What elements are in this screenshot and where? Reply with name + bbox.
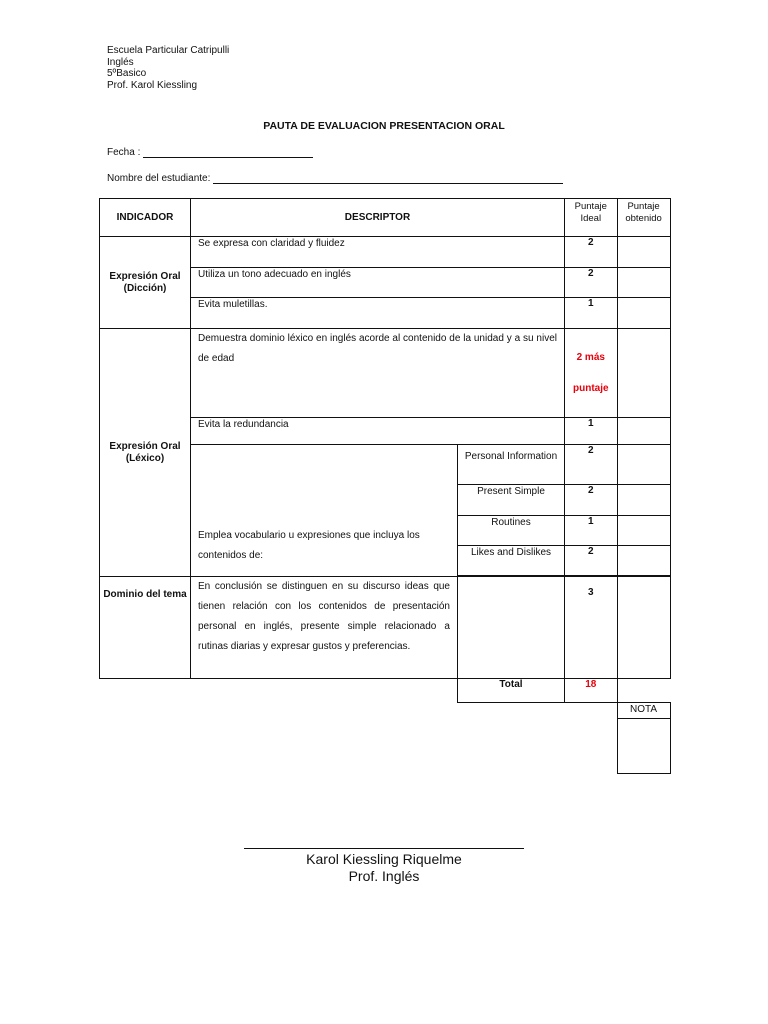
empty-cell (100, 679, 191, 703)
puntaje-ideal-cell: 1 (565, 418, 618, 445)
empty-cell (191, 679, 458, 703)
empty-cell (100, 719, 618, 774)
student-name-field (107, 173, 563, 184)
nota-row (100, 703, 671, 719)
puntaje-obtenido-cell[interactable] (617, 485, 670, 516)
total-label: Total (458, 679, 565, 703)
descriptor-cell: Demuestra dominio léxico en inglés acorde al contenido de la unidad y a su nivel de edad (191, 329, 565, 418)
puntaje-obtenido-cell[interactable] (617, 577, 670, 679)
table-row (100, 237, 671, 268)
nota-value-row (100, 719, 671, 774)
table-row (100, 329, 671, 418)
descriptor-cell: Se expresa con claridad y fluidez (191, 237, 565, 268)
student-name-label: Nombre del estudiante: (107, 173, 211, 184)
teacher-name: Prof. Karol Kiessling (107, 79, 198, 91)
descriptor-cell: Evita la redundancia (191, 418, 565, 445)
puntaje-obtenido-cell[interactable] (617, 445, 670, 485)
total-row (100, 679, 671, 703)
puntaje-ideal-cell: 2 (565, 546, 618, 576)
puntaje-obtenido-cell[interactable] (617, 418, 670, 445)
vocab-item-cell: Present Simple (458, 485, 565, 516)
puntaje-ideal-cell: 2 (565, 268, 618, 298)
indicador-lexico: Expresión Oral (Léxico) (100, 329, 191, 577)
indicador-dominio: Dominio del tema (100, 577, 191, 679)
vocab-item-cell: Personal Information (458, 445, 565, 485)
header-descriptor: DESCRIPTOR (191, 199, 565, 237)
puntaje-obtenido-cell[interactable] (617, 329, 670, 418)
empty-cell (100, 703, 618, 719)
nota-label: NOTA (617, 703, 670, 719)
puntaje-ideal-cell: 2 (565, 445, 618, 485)
descriptor-cell: En conclusión se distinguen en su discurso ideas que tienen relación con los contenidos de presentación personal en inglés, presente simple relacionado a rutinas diarias y expresar gustos y preferencias. (191, 577, 458, 679)
puntaje-obtenido-cell[interactable] (617, 237, 670, 268)
puntaje-obtenido-cell[interactable] (617, 298, 670, 329)
document-title: PAUTA DE EVALUACION PRESENTACION ORAL (263, 120, 505, 132)
vocab-item-cell: Routines (458, 516, 565, 546)
nota-value-cell[interactable] (617, 719, 670, 774)
puntaje-obtenido-cell[interactable] (617, 516, 670, 546)
evaluation-rubric-table (99, 198, 671, 774)
descriptor-cell: Evita muletillas. (191, 298, 565, 329)
date-blank-line[interactable] (143, 147, 313, 158)
puntaje-ideal-cell: 2 (565, 237, 618, 268)
indicador-diccion: Expresión Oral (Dicción) (100, 237, 191, 329)
subject-name: Inglés (107, 56, 134, 68)
empty-cell (458, 577, 565, 679)
school-header (107, 45, 229, 91)
signature-line (244, 848, 524, 849)
puntaje-ideal-cell: 2 (565, 485, 618, 516)
table-header-row (100, 199, 671, 237)
vocab-item-cell: Likes and Dislikes (458, 546, 565, 576)
student-name-blank-line[interactable] (213, 173, 563, 184)
puntaje-ideal-cell: 1 (565, 298, 618, 329)
puntaje-ideal-cell: 1 (565, 516, 618, 546)
table-row (100, 577, 671, 679)
grade-level: 5ºBasico (107, 68, 147, 79)
header-puntaje-ideal: Puntaje Ideal (565, 199, 618, 237)
date-field (107, 147, 313, 158)
puntaje-ideal-cell: 2 más puntaje (565, 329, 618, 418)
descriptor-cell: Utiliza un tono adecuado en inglés (191, 268, 565, 298)
date-label: Fecha : (107, 147, 141, 158)
puntaje-ideal-cell: 3 (565, 577, 618, 679)
total-value: 18 (565, 679, 618, 703)
empty-cell (617, 679, 670, 703)
vocab-descriptor-cell: Emplea vocabulario u expresiones que incluya los contenidos de: (191, 445, 458, 577)
header-puntaje-obtenido: Puntaje obtenido (617, 199, 670, 237)
school-name: Escuela Particular Catripulli (107, 45, 230, 56)
puntaje-obtenido-cell[interactable] (617, 546, 670, 576)
signature-role: Prof. Inglés (348, 868, 420, 884)
signature-name: Karol Kiessling Riquelme (306, 851, 462, 867)
header-indicador: INDICADOR (100, 199, 191, 237)
puntaje-obtenido-cell[interactable] (617, 268, 670, 298)
